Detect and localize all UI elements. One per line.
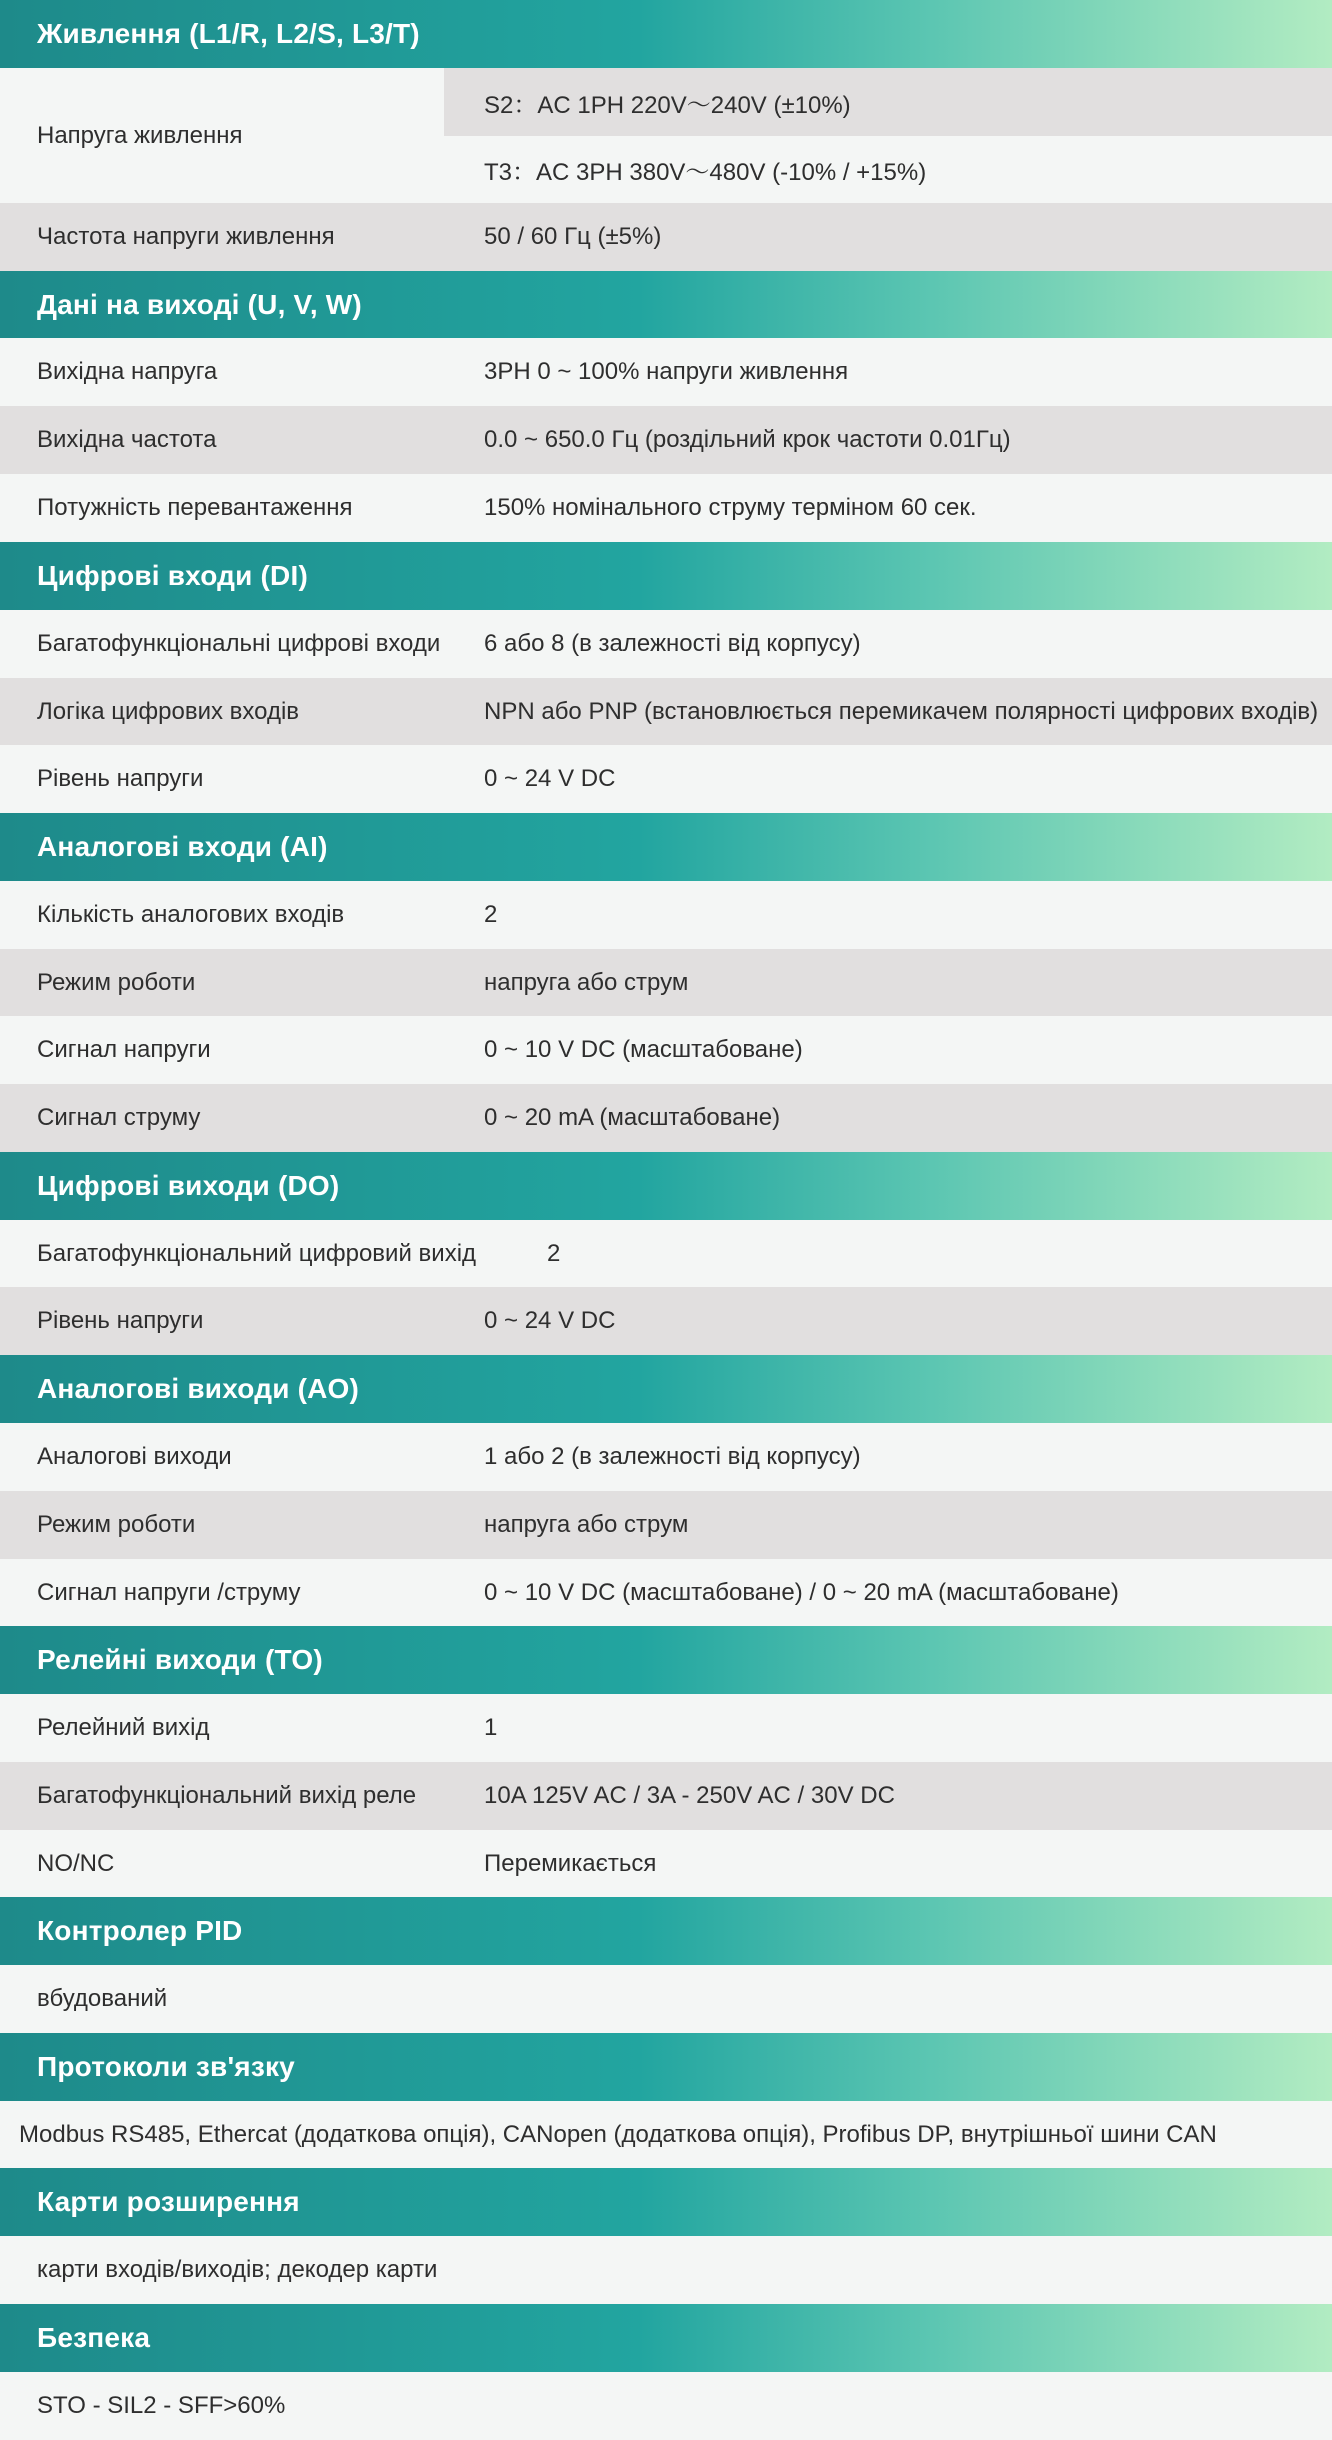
row-value: 2 [547,1239,561,1267]
row-label: Кількість аналогових входів [37,901,345,928]
row-label: Аналогові виходи [37,1443,232,1470]
table-row [0,610,1332,678]
table-row [0,338,1332,406]
section-title: Цифрові виходи (DO) [37,1170,340,1201]
section-header-relay-outputs [0,1626,1332,1694]
table-row [0,1694,1332,1762]
section-title: Живлення (L1/R, L2/S, L3/T) [37,18,420,49]
row-text: STO - SIL2 - SFF>60% [37,2392,286,2419]
section-title: Безпека [37,2322,151,2353]
row-text: Modbus RS485, Ethercat (додаткова опція), CANopen (додаткова опція), Profibus DP, внутрішньої шини CAN [19,2120,1217,2148]
row-value: NPN або PNP (встановлюється перемикачем полярності цифрових входів) [484,697,1319,725]
section-header-analog-inputs [0,813,1332,881]
section-header-analog-outputs [0,1355,1332,1423]
section-header-digital-outputs [0,1152,1332,1220]
row-value: 0 ~ 10 V DC (масштабоване) / 0 ~ 20 mA (масштабоване) [484,1578,1119,1606]
row-label: Багатофункціональні цифрові входи [37,630,441,657]
row-value-s2: S2：AC 1PH 220V～240V (±10%) [444,68,1332,136]
section-title: Карти розширення [37,2186,300,2217]
row-label: Багатофункціональний цифровий вихід [37,1239,477,1267]
row-label: Сигнал струму [37,1104,201,1131]
row-label: Сигнал напруги [37,1036,211,1063]
section-header-protocols [0,2033,1332,2101]
table-row [0,1965,1332,2033]
table-row [0,1559,1332,1626]
row-value: 10A 125V AC / 3A - 250V AC / 30V DC [484,1782,895,1809]
row-text: карти входів/виходів; декодер карти [37,2256,438,2283]
row-label: Потужність перевантаження [37,494,353,521]
row-value: 3PH 0 ~ 100% напруги живлення [484,358,849,385]
row-label: Частота напруги живлення [37,223,335,250]
section-header-pid-controller [0,1897,1332,1965]
row-label: Вихідна напруга [37,358,218,385]
section-title: Контролер PID [37,1915,243,1946]
table-row [0,1084,1332,1152]
section-header-safety [0,2304,1332,2372]
row-supply-voltage [0,68,1332,203]
row-value: 6 або 8 (в залежності від корпусу) [484,630,861,657]
row-value: Перемикається [484,1849,657,1877]
row-value: напруга або струм [484,968,689,996]
section-title: Протоколи зв'язку [37,2051,295,2082]
row-value-t3: T3：AC 3PH 380V～480V (-10% / +15%) [484,159,927,186]
row-value: 1 [484,1714,498,1741]
section-header-output [0,271,1332,338]
table-row [0,474,1332,542]
row-supply-frequency [0,203,1332,271]
section-header-digital-inputs [0,542,1332,610]
table-row [0,1423,1332,1491]
row-label: Релейний вихід [37,1714,210,1741]
row-text: вбудований [37,1985,168,2012]
table-row [0,1220,1332,1287]
row-value: 50 / 60 Гц (±5%) [484,223,662,250]
row-label: Режим роботи [37,1511,196,1538]
section-title: Цифрові входи (DI) [37,560,308,591]
row-value: 0 ~ 24 V DC [484,1307,616,1334]
row-value: 0 ~ 10 V DC (масштабоване) [484,1036,803,1063]
table-row [0,2372,1332,2440]
section-header-power-supply [0,0,1332,68]
row-value: напруга або струм [484,1511,689,1538]
table-row [0,2236,1332,2304]
row-value: 0 ~ 20 mA (масштабоване) [484,1104,781,1131]
table-row [0,1762,1332,1830]
section-title: Аналогові виходи (AO) [37,1373,360,1404]
row-value: 0 ~ 24 V DC [484,765,616,792]
table-row [0,949,1332,1016]
table-row [0,678,1332,745]
row-value: 0.0 ~ 650.0 Гц (роздільний крок частоти 0.01Гц) [484,426,1011,453]
row-label: NO/NC [37,1849,115,1877]
table-row [0,1830,1332,1897]
table-row [0,1287,1332,1355]
section-title: Дані на виході (U, V, W) [37,288,362,320]
row-label: Вихідна частота [37,426,217,453]
row-label: Режим роботи [37,968,196,996]
section-title: Релейні виходи (TO) [37,1644,323,1675]
table-row [0,745,1332,813]
section-header-expansion-cards [0,2168,1332,2236]
row-label: Сигнал напруги /струму [37,1578,301,1606]
row-label: Логіка цифрових входів [37,697,300,725]
row-label: Рівень напруги [37,1307,204,1334]
row-label: Багатофункціональний вихід реле [37,1782,417,1809]
row-value: 2 [484,901,498,928]
table-row [0,1016,1332,1084]
table-row [0,406,1332,474]
table-row [0,1491,1332,1559]
row-value: 150% номінального струму терміном 60 сек. [484,494,977,521]
table-row [0,2101,1332,2168]
row-label: Рівень напруги [37,765,204,792]
section-title: Аналогові входи (AI) [37,831,328,862]
table-row [0,881,1332,949]
row-value: 1 або 2 (в залежності від корпусу) [484,1443,861,1470]
row-label: Напруга живлення [37,121,243,149]
